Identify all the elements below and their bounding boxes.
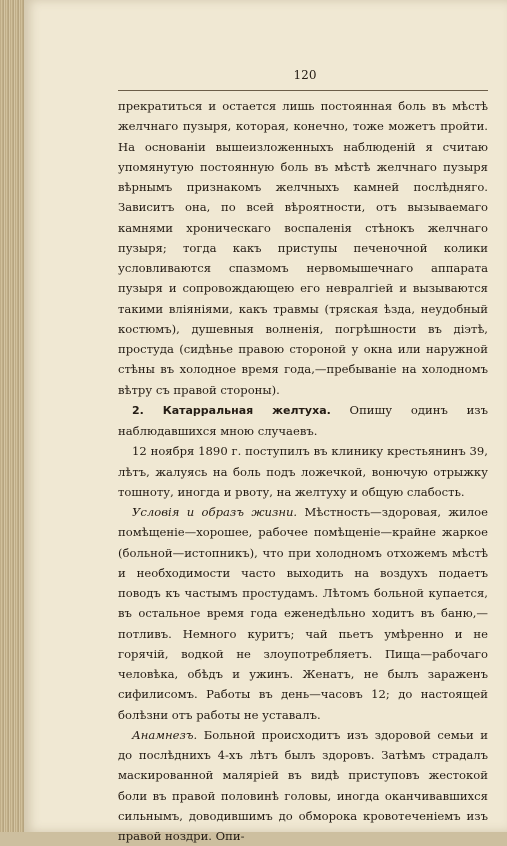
anamnesis-paragraph	[118, 725, 488, 846]
living-conditions-label: Условія и образъ жизни.	[132, 505, 298, 519]
living-conditions-paragraph	[118, 502, 488, 725]
section-paragraph	[118, 400, 488, 442]
header-rule	[118, 90, 488, 91]
section-heading: 2. Катарральная желтуха.	[132, 403, 331, 417]
section-intro: Опишу одинъ изъ наблюдавшихся мною случаевъ.	[118, 402, 488, 438]
anamnesis-label: Анамнезъ.	[132, 727, 198, 742]
book-spine-edge	[0, 0, 24, 832]
paragraph-continued: прекратиться и остается лишь постоянная боль въ мѣстѣ желчнаго пузыря, которая, конечно, тоже можетъ пройти. На основаніи вышеизложенныхъ наблюденій я считаю упомянутую постоянную боль въ мѣстѣ желчнаго пузыря вѣрнымъ признакомъ желчныхъ камней послѣдняго. Зависитъ она, по всей вѣроятности, отъ вызываемаго камнями хроническаго воспаленія стѣнокъ желчнаго пузыря; тогда какъ приступы печеночной колики условливаются спазмомъ нервомышечнаго аппарата пузыря и сопровождающею его невралгiей и вызываются такими вліяніями, какъ травмы (тряская ѣзда, неудобный костюмъ), душевныя волненія, погрѣшности въ діэтѣ, простуда (сидѣнье правою стороной у окна или наружной стѣны въ холодное время года,—пребываніе на холодномъ вѣтру съ правой стороны).	[118, 99, 488, 397]
page-body	[118, 96, 488, 846]
page-number: 120	[293, 68, 317, 82]
anamnesis-text: Больной происходитъ изъ здоровой семьи и до послѣднихъ 4-хъ лѣтъ былъ здоровъ. Затѣмъ страдалъ маскированной маляріей въ видѣ приступовъ жестокой боли въ правой половинѣ головы, иногда оканчивавшихся сильнымъ, доводившимъ до обморока кровотеченіемъ изъ правой ноздри. Опи-	[118, 727, 488, 843]
case-admission-paragraph: 12 ноября 1890 г. поступилъ въ клинику крестьянинъ 39, лѣтъ, жалуясь на боль подъ ложечкой, вонючую отрыжку тошноту, иногда и рвоту, на желтуху и общую слабость.	[118, 444, 488, 499]
living-conditions-text: Мѣстность—здоровая, жилое помѣщеніе—хорошее, рабочее помѣщеніе—крайне жаркое (больной—истопникъ), что при холодномъ отхожемъ мѣстѣ и необходимости часто выходить на воздухъ подаетъ поводъ къ частымъ простудамъ. Лѣтомъ больной купается, въ остальное время года еженедѣльно ходитъ въ баню,—потливъ. Немного куритъ; чай пьетъ умѣренно и не горячій, водкой не злоупотребляетъ. Пища—рабочаго человѣка, обѣдъ и ужинъ. Женатъ, не былъ зараженъ сифилисомъ. Работы въ день—часовъ 12; до настоящей болѣзни отъ работы не уставалъ.	[118, 505, 488, 722]
